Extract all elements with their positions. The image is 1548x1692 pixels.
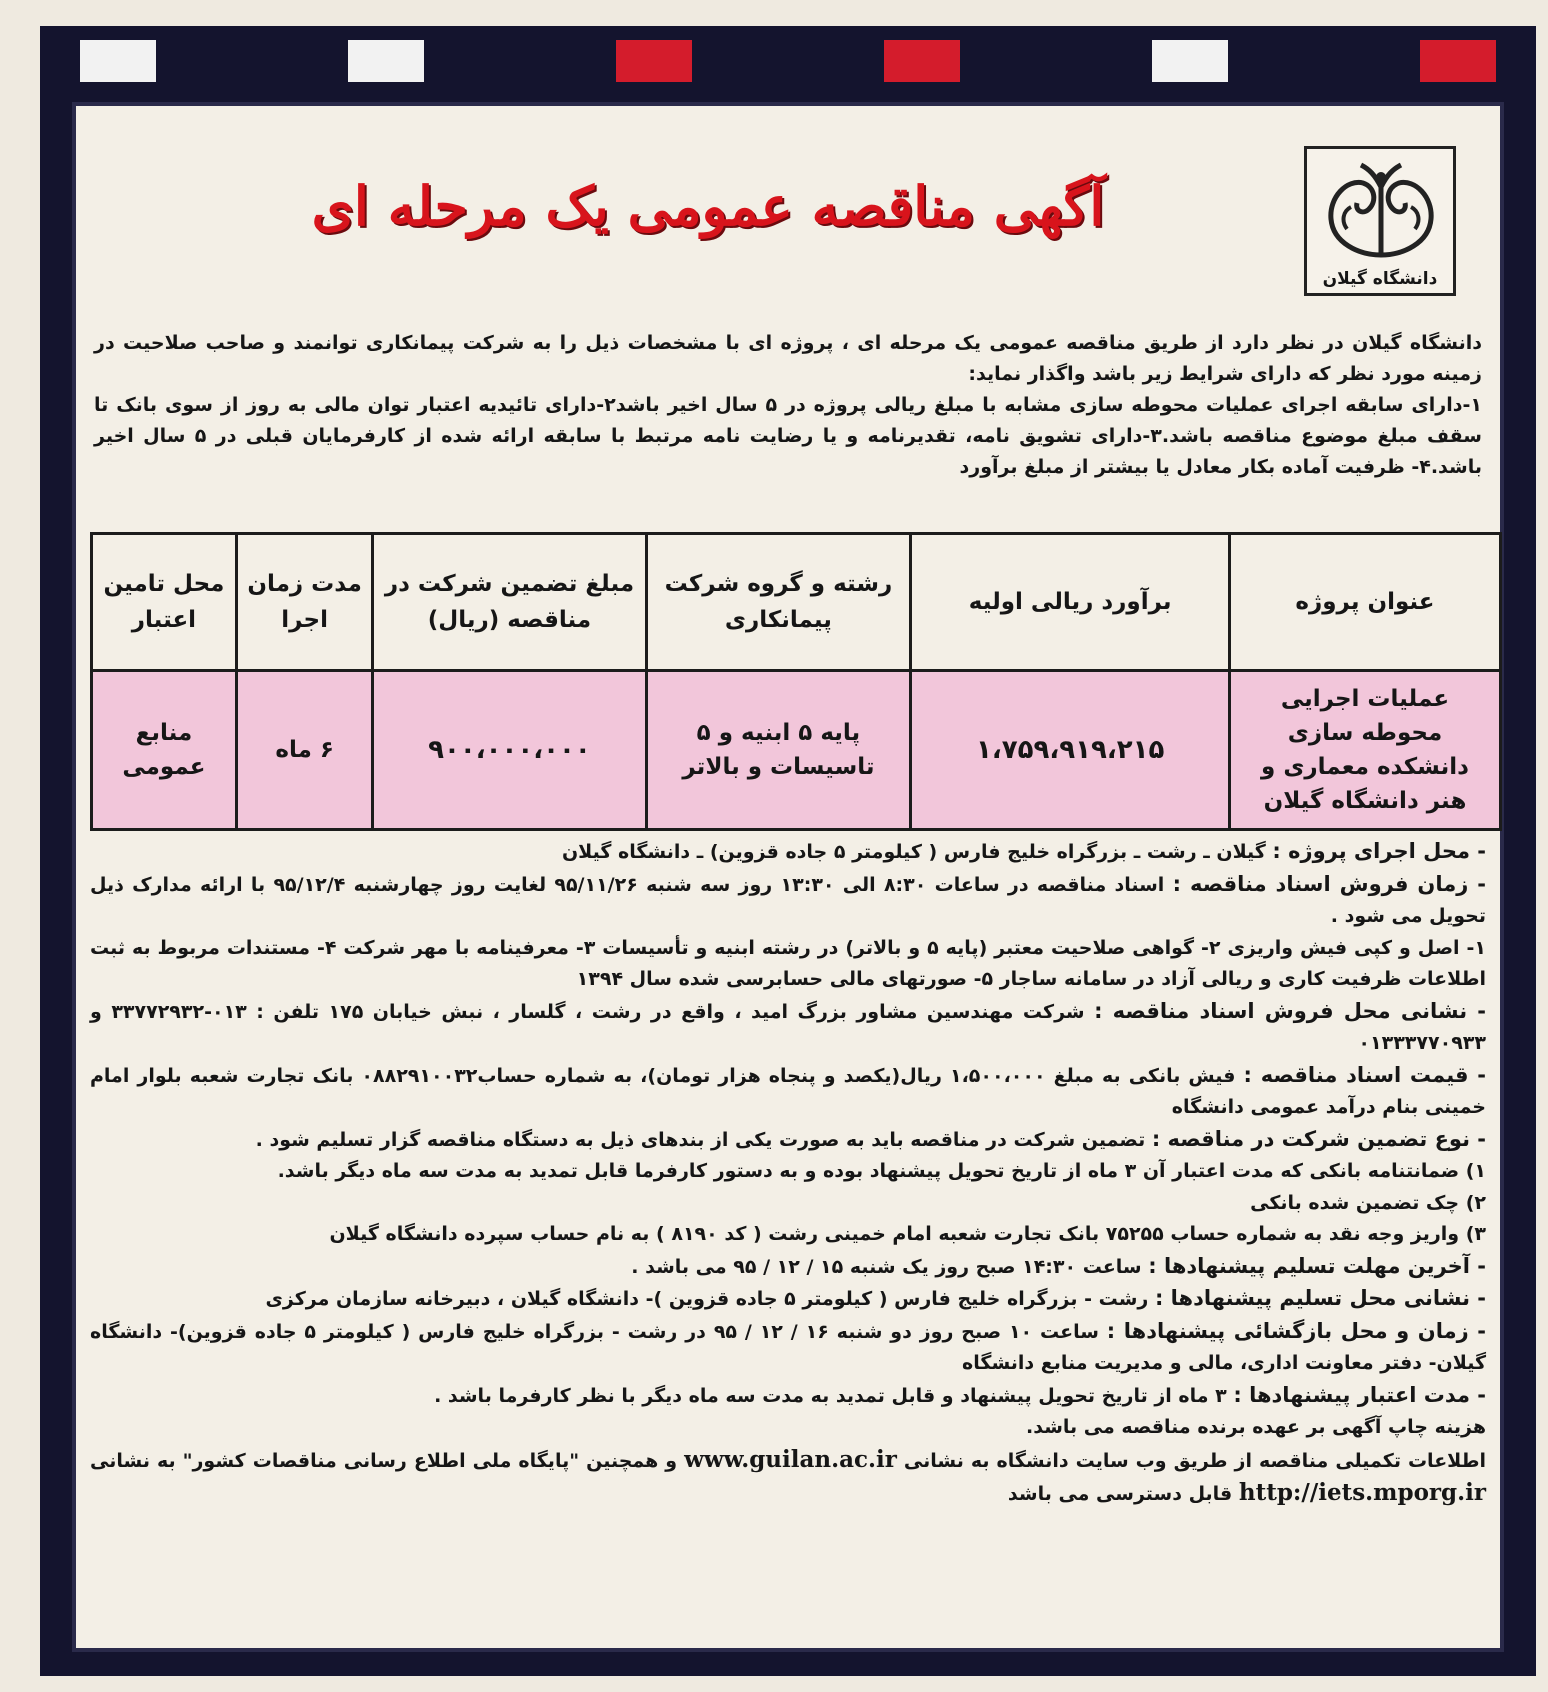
cell-contractor-group: پایه ۵ ابنیه و ۵ تاسیسات و بالاتر [646, 671, 911, 830]
bid-opening [90, 1316, 1486, 1380]
strip-block [1152, 40, 1228, 82]
sale-address-label: - نشانی محل فروش اسناد مناقصه : [1094, 998, 1486, 1023]
cell-guarantee: ۹۰۰،۰۰۰،۰۰۰ [373, 671, 646, 830]
sale-time-label: - زمان فروش اسناد مناقصه : [1172, 871, 1487, 896]
sale-time-text: اسناد مناقصه در ساعات ۸:۳۰ الی ۱۳:۳۰ روز سه شنبه ۹۵/۱۱/۲۶ لغایت روز چهارشنبه ۹۵/۱۲/۴ با ارائه مدارک ذیل تحویل می شود . [90, 873, 1486, 927]
strip-block [80, 40, 156, 82]
more-info-prefix: اطلاعات تکمیلی مناقصه از طریق وب سایت دانشگاه به نشانی [896, 1449, 1487, 1472]
guarantee-option: ۲) چک تضمین شده بانکی [1250, 1191, 1486, 1214]
strip-block [348, 40, 424, 82]
required-documents: ۱- اصل و کپی فیش واریزی ۲- گواهی صلاحیت معتبر (پایه ۵ و بالاتر) در رشته ابنیه و تأسیسات ۳- معرفینامه با مهر شرکت ۴- مستندات مربوط به ثبت اطلاعات ظرفیت کاری و ریالی آزاد در سامانه ساجار ۵- صورتهای مالی حسابرسی شده سال ۱۳۹۴ [90, 936, 1486, 990]
tender-details [90, 836, 1486, 1511]
logo-text: دانشگاه گیلان [1322, 269, 1438, 289]
header-duration: مدت زمان اجرا [236, 534, 373, 671]
intro-paragraph: دانشگاه گیلان در نظر دارد از طریق مناقصه عمومی یک مرحله ای ، پروژه ای با مشخصات ذیل را به شرکت پیمانکاری توانمند و صاحب صلاحیت در زمینه مورد نظر که دارای شرایط زیر باشد واگذار نماید: [94, 332, 1482, 385]
document-sale-time [90, 869, 1486, 933]
intro-text [94, 328, 1482, 483]
header-funding: محل تامین اعتبار [92, 534, 237, 671]
location-label: - محل اجرای پروژه : [1272, 839, 1486, 863]
submission-address [90, 1283, 1486, 1316]
guarantee-type [90, 1124, 1486, 1157]
sale-address-text: شرکت مهندسین مشاور بزرگ امید ، واقع در رشت ، گلسار ، نبش خیابان ۱۷۵ تلفن : ۰۱۳-۳۳۷۷۲۹۳۲ و ۰۱۳۳۳۷۷۰۹۳۳ [90, 1000, 1486, 1054]
cell-project-title: عملیات اجرایی محوطه سازی دانشکده معماری و هنر دانشگاه گیلان [1229, 671, 1500, 830]
deadline-text: ساعت ۱۴:۳۰ صبح روز یک شنبه ۱۵ / ۱۲ / ۹۵ می باشد . [631, 1255, 1149, 1278]
website-link[interactable]: www.guilan.ac.ir [684, 1445, 897, 1473]
strip-block [616, 40, 692, 82]
project-location [90, 836, 1486, 869]
guarantee-option: ۳) واریز وجه نقد به شماره حساب ۷۵۲۵۵ بانک تجارت شعبه امام خمینی رشت ( کد ۸۱۹۰ ) به نام حساب سپرده دانشگاه گیلان [329, 1223, 1486, 1245]
opening-label: - زمان و محل بازگشائی پیشنهادها : [1106, 1318, 1486, 1343]
cell-duration: ۶ ماه [236, 671, 373, 830]
sale-address [90, 996, 1486, 1060]
strip-block [884, 40, 960, 82]
validity-label: - مدت اعتبار پیشنهادها : [1233, 1382, 1486, 1407]
validity-text: ۳ ماه از تاریخ تحویل پیشنهاد و قابل تمدید به مدت سه ماه دیگر با نظر کارفرما باشد . [434, 1384, 1234, 1407]
submit-address-label: - نشانی محل تسلیم پیشنهادها : [1154, 1286, 1486, 1310]
guarantee-option: ۱) ضمانتنامه بانکی که مدت اعتبار آن ۳ ماه از تاریخ تحویل پیشنهاد بوده و به دستور کارفرما قابل تمدید به مدت سه ماه دیگر باشد. [277, 1160, 1486, 1182]
decorative-color-strip [40, 26, 1536, 92]
more-info-middle: و همچنین "پایگاه ملی اطلاع رسانی مناقصات کشور" به نشانی [90, 1449, 685, 1472]
cell-estimate: ۱،۷۵۹،۹۱۹،۲۱۵ [911, 671, 1230, 830]
opening-text: ساعت ۱۰ صبح روز دو شنبه ۱۶ / ۱۲ / ۹۵ در رشت - بزرگراه خلیج فارس ( کیلومتر ۵ جاده قزوین)- دانشگاه گیلان- دفتر معاونت اداری، مالی و مدیریت منابع دانشگاه [90, 1320, 1486, 1374]
header-contractor-group: رشته و گروه شرکت پیمانکاری [646, 534, 911, 671]
page-title: آگهی مناقصه عمومی یک مرحله ای [311, 174, 1105, 238]
portal-link[interactable]: http://iets.mporg.ir [1238, 1479, 1486, 1506]
table-header-row [92, 534, 1501, 671]
price-label: - قیمت اسناد مناقصه : [1243, 1062, 1487, 1087]
price-text: فیش بانکی به مبلغ ۱،۵۰۰،۰۰۰ ریال(یکصد و پنجاه هزار تومان)، به شماره حساب۰۸۸۲۹۱۰۰۳۲ بانک تجارت شعبه بلوار امام خمینی بنام درآمد عمومی دانشگاه [90, 1064, 1486, 1118]
submit-address-text: رشت - بزرگراه خلیج فارس ( کیلومتر ۵ جاده قزوین )- دانشگاه گیلان ، دبیرخانه سازمان مرکزی [265, 1288, 1155, 1310]
location-text: گیلان ـ رشت ـ بزرگراه خلیج فارس ( کیلومتر ۵ جاده قزوین) ـ دانشگاه گیلان [561, 841, 1273, 863]
cell-funding: منابع عمومی [92, 671, 237, 830]
table-row [92, 671, 1501, 830]
guarantee-type-text: تضمین شرکت در مناقصه باید به صورت یکی از بندهای ذیل به دستگاه مناقصه گزار تسلیم شود . [255, 1128, 1152, 1151]
more-info [90, 1444, 1486, 1511]
ad-cost-note: هزینه چاپ آگهی بر عهده برنده مناقصه می باشد. [1026, 1416, 1486, 1438]
header-estimate: برآورد ریالی اولیه [911, 534, 1230, 671]
deadline-label: - آخرین مهلت تسلیم پیشنهادها : [1148, 1253, 1486, 1278]
logo-emblem-icon [1319, 157, 1443, 269]
ad-content [72, 102, 1504, 1652]
ad-frame [40, 26, 1536, 1676]
conditions-paragraph: ۱-دارای سابقه اجرای عملیات محوطه سازی مشابه با مبلغ ریالی پروژه در ۵ سال اخیر باشد۲-دارای تائیدیه اعتبار توان مالی به روز از سوی بانک تا سقف مبلغ موضوع مناقصه باشد.۳-دارای تشویق نامه، تقدیرنامه و یا رضایت نامه مرتبط با سابقه ارائه شده از کارفرمایان قبلی در ۵ سال اخیر باشد.۴- ظرفیت آماده بکار معادل یا بیشتر از مبلغ برآورد [94, 394, 1482, 478]
header-project-title: عنوان پروژه [1229, 534, 1500, 671]
tender-table [90, 532, 1502, 831]
guarantee-type-label: - نوع تضمین شرکت در مناقصه : [1151, 1126, 1486, 1151]
submission-deadline [90, 1251, 1486, 1284]
strip-block [1420, 40, 1496, 82]
document-price [90, 1060, 1486, 1124]
more-info-suffix: قابل دسترسی می باشد [1007, 1483, 1239, 1505]
bid-validity [90, 1380, 1486, 1413]
header-guarantee: مبلغ تضمین شرکت در مناقصه (ریال) [373, 534, 646, 671]
university-logo [1304, 146, 1456, 296]
